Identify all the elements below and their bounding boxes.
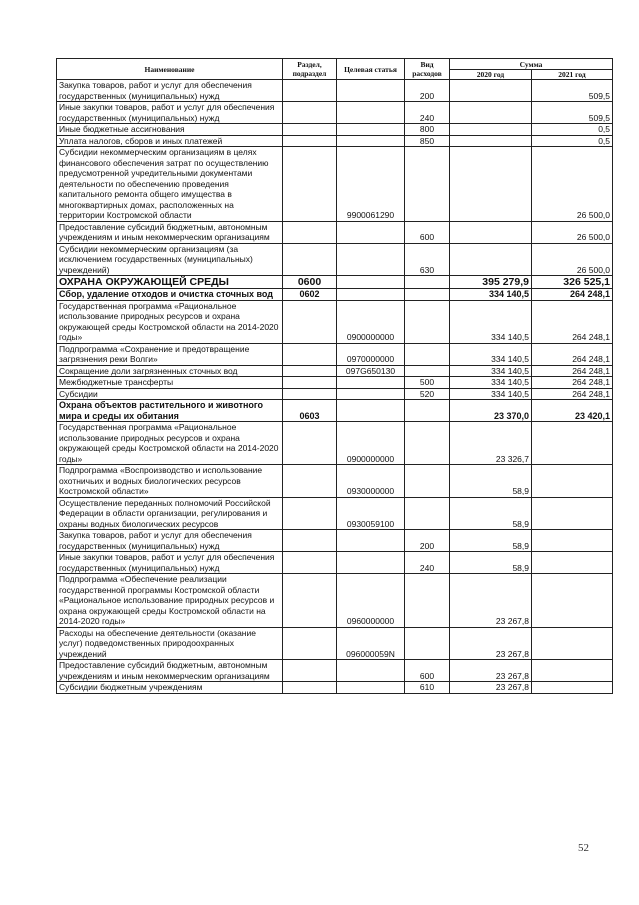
row-2020-cell [450, 124, 532, 136]
table-row [57, 365, 613, 377]
row-target-cell [337, 80, 405, 102]
row-2021-cell: 23 420,1 [532, 400, 613, 422]
row-2021-cell [532, 574, 613, 628]
row-kind-cell: 200 [405, 80, 450, 102]
row-2020-cell: 23 267,8 [450, 627, 532, 660]
row-kind-cell [405, 147, 450, 222]
row-2021-cell [532, 660, 613, 682]
row-section-cell [283, 147, 337, 222]
budget-table-container [56, 58, 612, 694]
row-2021-cell [532, 497, 613, 530]
table-row [57, 102, 613, 124]
row-target-cell [337, 243, 405, 276]
row-kind-cell [405, 343, 450, 365]
row-2020-cell [450, 102, 532, 124]
row-target-cell: 9900061290 [337, 147, 405, 222]
row-kind-cell [405, 497, 450, 530]
row-section-cell [283, 552, 337, 574]
row-2021-cell [532, 530, 613, 552]
row-kind-cell: 520 [405, 388, 450, 400]
row-section-cell [283, 102, 337, 124]
row-target-cell: 0930000000 [337, 465, 405, 498]
row-section-cell [283, 80, 337, 102]
header-sum: Сумма [450, 59, 613, 70]
row-target-cell: 0970000000 [337, 343, 405, 365]
table-row [57, 574, 613, 628]
table-row [57, 221, 613, 243]
row-target-cell [337, 124, 405, 136]
row-2020-cell: 23 267,8 [450, 660, 532, 682]
row-name-cell: Осуществление переданных полномочий Российской Федерации в области организации, регулирования и охраны водных биологических ресурсов [57, 497, 283, 530]
row-section-cell [283, 377, 337, 389]
row-kind-cell [405, 400, 450, 422]
table-row [57, 660, 613, 682]
row-name-cell: Предоставление субсидий бюджетным, автономным учреждениям и иным некоммерческим организациям [57, 221, 283, 243]
header-target: Целевая статья [337, 59, 405, 80]
row-section-cell [283, 365, 337, 377]
row-2020-cell [450, 243, 532, 276]
row-2020-cell [450, 80, 532, 102]
table-row [57, 124, 613, 136]
row-name-cell: Иные бюджетные ассигнования [57, 124, 283, 136]
row-2021-cell: 26 500,0 [532, 243, 613, 276]
row-kind-cell: 200 [405, 530, 450, 552]
row-kind-cell [405, 422, 450, 465]
row-section-cell [283, 300, 337, 343]
table-row [57, 276, 613, 289]
row-target-cell: 097G650130 [337, 365, 405, 377]
row-2021-cell: 509,5 [532, 102, 613, 124]
row-name-cell: Закупка товаров, работ и услуг для обеспечения государственных (муниципальных) нужд [57, 80, 283, 102]
row-name-cell: Охрана объектов растительного и животного мира и среды их обитания [57, 400, 283, 422]
row-name-cell: Государственная программа «Рациональное использование природных ресурсов и охрана окружающей среды Костромской области на 2014-2020 годы» [57, 422, 283, 465]
row-section-cell [283, 530, 337, 552]
row-section-cell [283, 497, 337, 530]
row-name-cell: Подпрограмма «Сохранение и предотвращение загрязнения реки Волги» [57, 343, 283, 365]
row-name-cell: Подпрограмма «Воспроизводство и использование охотничьих и водных биологических ресурсов Костромской области» [57, 465, 283, 498]
row-kind-cell: 610 [405, 682, 450, 694]
row-2021-cell: 264 248,1 [532, 377, 613, 389]
table-row [57, 465, 613, 498]
table-row [57, 422, 613, 465]
row-2021-cell: 26 500,0 [532, 221, 613, 243]
header-year-2021: 2021 год [532, 70, 613, 80]
row-2020-cell [450, 135, 532, 147]
row-2021-cell: 264 248,1 [532, 300, 613, 343]
row-section-cell: 0602 [283, 289, 337, 301]
row-target-cell [337, 682, 405, 694]
row-target-cell: 0960000000 [337, 574, 405, 628]
table-body [57, 80, 613, 694]
row-2021-cell [532, 552, 613, 574]
table-row [57, 497, 613, 530]
row-kind-cell [405, 574, 450, 628]
row-kind-cell [405, 300, 450, 343]
row-section-cell [283, 135, 337, 147]
row-2021-cell [532, 422, 613, 465]
table-row [57, 289, 613, 301]
table-row [57, 147, 613, 222]
row-target-cell [337, 276, 405, 289]
row-2020-cell: 334 140,5 [450, 300, 532, 343]
row-target-cell [337, 660, 405, 682]
table-row [57, 400, 613, 422]
row-name-cell: Сокращение доли загрязненных сточных вод [57, 365, 283, 377]
row-section-cell [283, 465, 337, 498]
page-number: 52 [578, 842, 589, 854]
row-name-cell: Субсидии некоммерческим организациям (за исключением государственных (муниципальных) учреждений) [57, 243, 283, 276]
row-name-cell: Субсидии некоммерческим организациям в целях финансового обеспечения затрат по осуществлению предусмотренной учредительными документами деятельности по обеспечению проведения капитального ремонта общего имущества в многоквартирных домах, расположенных на территории Костромской области [57, 147, 283, 222]
row-2020-cell: 23 267,8 [450, 682, 532, 694]
row-target-cell [337, 221, 405, 243]
row-kind-cell [405, 365, 450, 377]
row-2020-cell [450, 147, 532, 222]
row-section-cell: 0603 [283, 400, 337, 422]
row-kind-cell: 500 [405, 377, 450, 389]
row-section-cell [283, 221, 337, 243]
table-row [57, 243, 613, 276]
row-target-cell [337, 135, 405, 147]
row-2021-cell [532, 627, 613, 660]
row-target-cell [337, 102, 405, 124]
row-name-cell: Иные закупки товаров, работ и услуг для обеспечения государственных (муниципальных) нужд [57, 102, 283, 124]
budget-table [56, 58, 613, 694]
row-2021-cell [532, 465, 613, 498]
row-2021-cell [532, 682, 613, 694]
table-row [57, 552, 613, 574]
header-section: Раздел, подраздел [283, 59, 337, 80]
row-name-cell: Закупка товаров, работ и услуг для обеспечения государственных (муниципальных) нужд [57, 530, 283, 552]
row-target-cell [337, 552, 405, 574]
row-2021-cell: 264 248,1 [532, 289, 613, 301]
row-name-cell: Уплата налогов, сборов и иных платежей [57, 135, 283, 147]
row-2021-cell: 26 500,0 [532, 147, 613, 222]
row-target-cell [337, 377, 405, 389]
row-target-cell: 0900000000 [337, 300, 405, 343]
row-name-cell: Сбор, удаление отходов и очистка сточных вод [57, 289, 283, 301]
row-name-cell: Межбюджетные трансферты [57, 377, 283, 389]
row-kind-cell [405, 465, 450, 498]
row-kind-cell: 630 [405, 243, 450, 276]
table-row [57, 682, 613, 694]
row-kind-cell: 850 [405, 135, 450, 147]
row-section-cell [283, 627, 337, 660]
row-2020-cell: 58,9 [450, 552, 532, 574]
header-name: Наименование [57, 59, 283, 80]
row-2020-cell: 23 370,0 [450, 400, 532, 422]
row-section-cell [283, 682, 337, 694]
row-kind-cell [405, 289, 450, 301]
row-section-cell [283, 388, 337, 400]
table-row [57, 388, 613, 400]
row-2020-cell: 334 140,5 [450, 388, 532, 400]
row-2020-cell [450, 221, 532, 243]
row-target-cell [337, 289, 405, 301]
row-2021-cell: 0,5 [532, 135, 613, 147]
row-2020-cell: 23 267,8 [450, 574, 532, 628]
row-section-cell [283, 660, 337, 682]
table-row [57, 530, 613, 552]
row-kind-cell: 600 [405, 221, 450, 243]
row-2020-cell: 58,9 [450, 497, 532, 530]
row-2020-cell: 334 140,5 [450, 289, 532, 301]
row-kind-cell: 240 [405, 552, 450, 574]
row-name-cell: Расходы на обеспечение деятельности (оказание услуг) подведомственных природоохранных учреждений [57, 627, 283, 660]
row-2020-cell: 58,9 [450, 530, 532, 552]
table-row [57, 300, 613, 343]
header-year-2020: 2020 год [450, 70, 532, 80]
header-kind: Вид расходов [405, 59, 450, 80]
table-row [57, 377, 613, 389]
table-row [57, 627, 613, 660]
row-2021-cell: 264 248,1 [532, 365, 613, 377]
row-kind-cell: 800 [405, 124, 450, 136]
row-kind-cell: 600 [405, 660, 450, 682]
table-row [57, 80, 613, 102]
row-section-cell [283, 422, 337, 465]
row-target-cell [337, 400, 405, 422]
row-target-cell [337, 530, 405, 552]
row-target-cell: 096000059N [337, 627, 405, 660]
row-name-cell: Подпрограмма «Обеспечение реализации государственной программы Костромской области «Рациональное использование природных ресурсов и охрана окружающей среды Костромской области на 2014-2020 годы» [57, 574, 283, 628]
table-row [57, 343, 613, 365]
row-2020-cell: 58,9 [450, 465, 532, 498]
row-name-cell: ОХРАНА ОКРУЖАЮЩЕЙ СРЕДЫ [57, 276, 283, 289]
row-section-cell [283, 574, 337, 628]
row-section-cell [283, 343, 337, 365]
row-name-cell: Субсидии [57, 388, 283, 400]
row-2020-cell: 334 140,5 [450, 343, 532, 365]
row-target-cell [337, 388, 405, 400]
row-2020-cell: 334 140,5 [450, 377, 532, 389]
row-name-cell: Иные закупки товаров, работ и услуг для обеспечения государственных (муниципальных) нужд [57, 552, 283, 574]
row-target-cell: 0930059100 [337, 497, 405, 530]
row-section-cell [283, 243, 337, 276]
row-2021-cell: 0,5 [532, 124, 613, 136]
row-target-cell: 0900000000 [337, 422, 405, 465]
row-2020-cell: 23 326,7 [450, 422, 532, 465]
table-row [57, 135, 613, 147]
row-2020-cell: 395 279,9 [450, 276, 532, 289]
row-2021-cell: 326 525,1 [532, 276, 613, 289]
row-2020-cell: 334 140,5 [450, 365, 532, 377]
row-name-cell: Предоставление субсидий бюджетным, автономным учреждениям и иным некоммерческим организациям [57, 660, 283, 682]
row-2021-cell: 509,5 [532, 80, 613, 102]
row-kind-cell [405, 276, 450, 289]
row-kind-cell [405, 627, 450, 660]
row-2021-cell: 264 248,1 [532, 343, 613, 365]
row-section-cell [283, 124, 337, 136]
row-2021-cell: 264 248,1 [532, 388, 613, 400]
row-name-cell: Государственная программа «Рациональное использование природных ресурсов и охрана окружающей среды Костромской области на 2014-2020 годы» [57, 300, 283, 343]
row-name-cell: Субсидии бюджетным учреждениям [57, 682, 283, 694]
row-section-cell: 0600 [283, 276, 337, 289]
row-kind-cell: 240 [405, 102, 450, 124]
